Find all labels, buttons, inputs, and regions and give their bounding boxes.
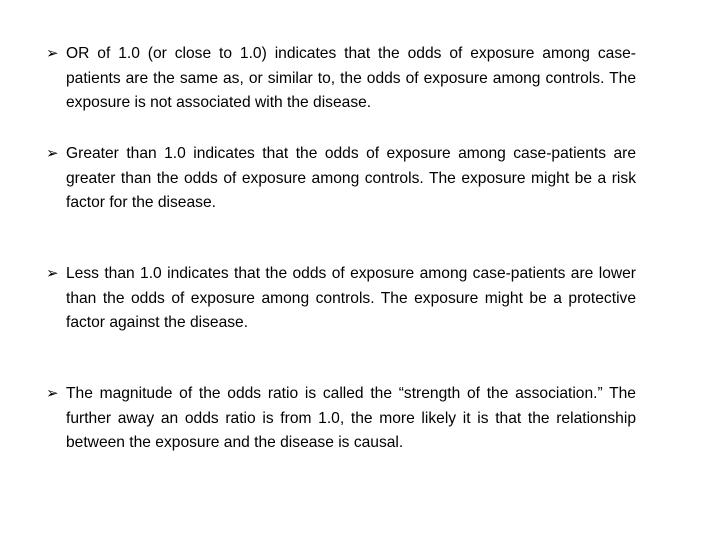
- bullet-item-less-than-one: [46, 262, 636, 336]
- arrow-bullet-icon: ➢: [46, 145, 59, 162]
- bullet-text: The magnitude of the odds ratio is called the “strength of the association.” The further away an odds ratio is from 1.0, the more likely it is that the relationship between the exposure and the disease is causal.: [66, 385, 636, 451]
- arrow-bullet-icon: ➢: [46, 265, 59, 282]
- bullet-item-greater-than-one: [46, 142, 636, 216]
- bullet-item-or-equal-one: [46, 42, 636, 116]
- bullet-text: Less than 1.0 indicates that the odds of exposure among case-patients are lower than the odds of exposure among controls. The exposure might be a protective factor against the disease.: [66, 265, 636, 331]
- arrow-bullet-icon: ➢: [46, 385, 59, 402]
- bullet-text: Greater than 1.0 indicates that the odds of exposure among case-patients are greater than the odds of exposure among controls. The exposure might be a risk factor for the disease.: [66, 145, 636, 211]
- arrow-bullet-icon: ➢: [46, 45, 59, 62]
- bullet-text: OR of 1.0 (or close to 1.0) indicates that the odds of exposure among case-patients are the same as, or similar to, the odds of exposure among controls. The exposure is not associated with the disease.: [66, 45, 636, 111]
- bullet-item-strength-of-association: [46, 382, 636, 456]
